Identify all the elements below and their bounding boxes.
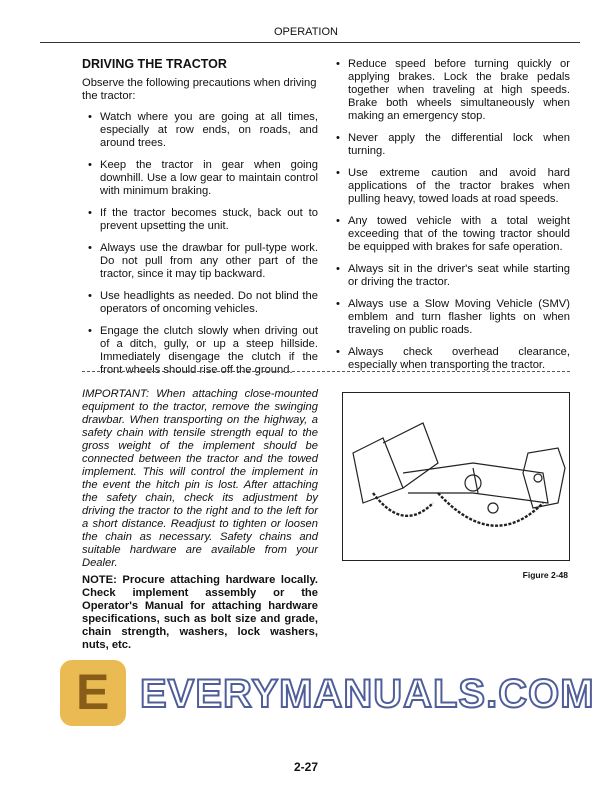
figure-drawbar-safety-chain — [342, 392, 570, 561]
watermark-text: EVERYMANUALS.COM — [140, 672, 595, 716]
list-item: • Always use a Slow Moving Vehicle (SMV) emblem and turn flasher lights on when traveling on public roads. — [330, 298, 570, 337]
drawbar-chain-illustration — [343, 393, 569, 560]
right-bullet-list — [330, 58, 570, 372]
watermark-logo — [60, 660, 126, 726]
list-item: • Any towed vehicle with a total weight exceeding that of the towing tractor should be equipped with brakes for safe operation. — [330, 215, 570, 254]
left-bullet-list — [82, 111, 318, 377]
list-item: • Always sit in the driver's seat while starting or driving the tractor. — [330, 263, 570, 289]
right-column — [330, 58, 570, 381]
list-item: • Reduce speed before turning quickly or applying brakes. Lock the brake pedals together when traveling at high speeds. Brake both wheels simultaneously when making an emergency stop. — [330, 58, 570, 123]
list-item: • If the tractor becomes stuck, back out to prevent upsetting the unit. — [82, 207, 318, 233]
list-item: • Watch where you are going at all times, especially at row ends, on roads, and around trees. — [82, 111, 318, 150]
important-notice: IMPORTANT: When attaching close-mounted equipment to the tractor, remove the swinging drawbar. When transporting on the highway, a safety chain with tensile strength equal to the gross weight of the implement should be connected between the tractor and the towed implement. This will control the implement in the event the hitch pin is lost. After attaching the safety chain, check its adjustment by driving the tractor to the right and to the left for a short distance. Readjust to tighten or loosen the chain as necessary. Safety chains and suitable hardware are available from your Dealer. — [82, 388, 318, 569]
page-number: 2-27 — [293, 760, 319, 774]
list-item: • Keep the tractor in gear when going downhill. Use a low gear to maintain control with minimum braking. — [82, 159, 318, 198]
left-column — [82, 58, 318, 386]
list-item: • Always check overhead clearance, especially when transporting the tractor. — [330, 346, 570, 372]
list-item: • Never apply the differential lock when turning. — [330, 132, 570, 158]
list-item: • Use headlights as needed. Do not blind the operators of oncoming vehicles. — [82, 290, 318, 316]
figure-caption: Figure 2-48 — [522, 570, 568, 580]
header-rule — [40, 42, 580, 43]
list-item: • Use extreme caution and avoid hard applications of the tractor brakes when pulling heavy, towed loads at road speeds. — [330, 167, 570, 206]
section-title: DRIVING THE TRACTOR — [82, 57, 227, 71]
dashed-divider — [82, 371, 570, 372]
watermark-logo-letter: E — [76, 664, 110, 720]
hardware-note: NOTE: Procure attaching hardware locally. Check implement assembly or the Operator's Manual for attaching hardware specifications, such as bolt size and grade, chain strength, washers, lock washers, nuts, etc. — [82, 574, 318, 651]
list-item: • Engage the clutch slowly when driving out of a ditch, gully, or up a steep hillside. Immediately disengage the clutch if the front wheels should rise off the ground. — [82, 325, 318, 377]
section-header: OPERATION — [274, 26, 338, 38]
intro-text: Observe the following precautions when driving the tractor: — [82, 77, 317, 102]
list-item: • Always use the drawbar for pull-type work. Do not pull from any other part of the tractor, since it may tip backward. — [82, 242, 318, 281]
